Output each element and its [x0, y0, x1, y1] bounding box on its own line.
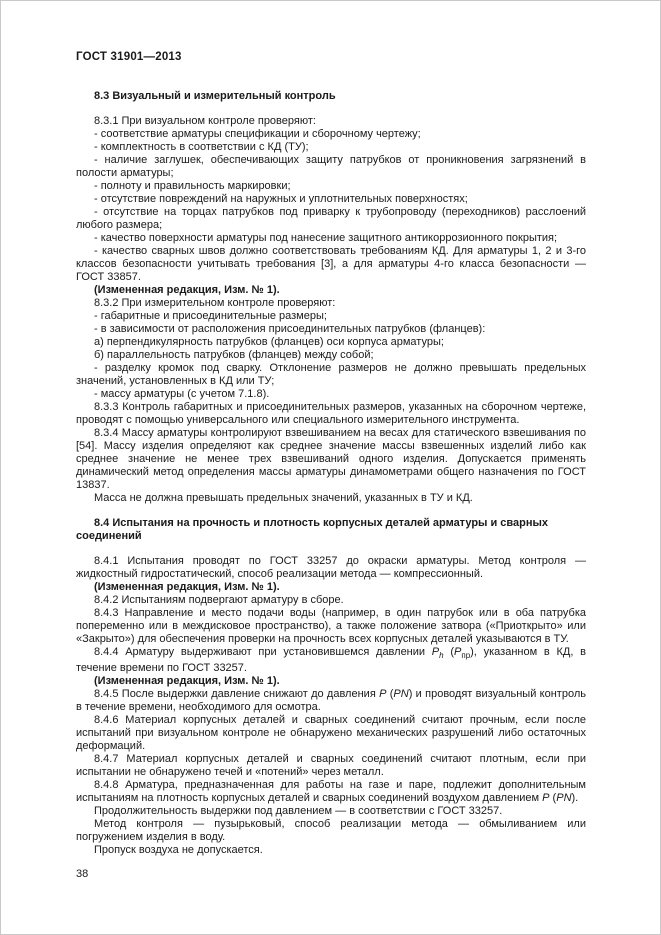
paragraph: - отсутствие на торцах патрубков под приварку к трубопроводу (переходников) расслоений любого размера; — [76, 206, 586, 231]
paragraph: 8.4.5 После выдержки давление снижают до давления P (PN) и проводят визуальный контроль в течение времени, необходимого для осмотра. — [76, 688, 586, 714]
paragraph: - качество сварных швов должно соответствовать требованиям КД. Для арматуры 1, 2 и 3-го классов безопасности учитывать требования [3], а для арматуры 4-го класса безопасности — ГОСТ 33857. — [76, 245, 586, 283]
paragraph: - комплектность в соответствии с КД (ТУ); — [94, 141, 309, 153]
paragraph: - отсутствие повреждений на наружных и уплотнительных поверхностях; — [94, 193, 468, 205]
paragraph: Метод контроля — пузырьковый, способ реализации метода — обмыливанием или погружением изделия в воду. — [76, 818, 586, 844]
paragraph: 8.3.3 Контроль габаритных и присоединительных размеров, указанных на сборочном чертеже, проводят с помощью универсального или специального измерительного инструмента. — [76, 401, 586, 426]
paragraph: - соответствие арматуры спецификации и сборочному чертежу; — [94, 128, 421, 140]
paragraph: 8.3.1 При визуальном контроле проверяют: — [94, 115, 316, 127]
paragraph: 8.4.7 Материал корпусных деталей и сварных соединений считают плотным, если при испытании не обнаружено течей и «потений» через металл. — [76, 753, 586, 779]
paragraph: - качество поверхности арматуры под нанесение защитного антикоррозионного покрытия; — [94, 232, 558, 244]
paragraph: 8.4.4 Арматуру выдерживают при установившемся давлении $P_h$ $(P_{пр})$, указанном в КД, в течение времени по ГОСТ 33257. — [76, 646, 586, 675]
paragraph: (Измененная редакция, Изм. № 1). — [94, 675, 280, 688]
paragraph: - массу арматуры (с учетом 7.1.8). — [94, 388, 270, 400]
paragraph: 8.4.3 Направление и место подачи воды (например, в один патрубок или в оба патрубка попеременно или в междисковое пространство), а также положение затвора («Приоткрыто» или «Закрыто») для обеспечения проверки на прочность всех корпусных деталей указываются в ТУ. — [76, 607, 586, 645]
paragraph: (Измененная редакция, Изм. № 1). — [94, 581, 280, 593]
paragraph: б) параллельность патрубков (фланцев) между собой; — [94, 349, 374, 361]
paragraph: - наличие заглушек, обеспечивающих защиту патрубков от проникновения загрязнений в полости арматуры; — [76, 154, 586, 179]
paragraph: 8.4.6 Материал корпусных деталей и сварных соединений считают прочным, если после испытаний при визуальном контроле не обнаружено механических разрушений либо остаточных деформаций. — [76, 714, 586, 753]
paragraph: - в зависимости от расположения присоединительных патрубков (фланцев): — [94, 323, 486, 335]
paragraph: 8.4.1 Испытания проводят по ГОСТ 33257 до окраски арматуры. Метод контроля — жидкостный гидростатический, способ реализации метода — компрессионный. — [76, 555, 586, 580]
paragraph: а) перпендикулярность патрубков (фланцев) оси корпуса арматуры; — [94, 336, 444, 348]
paragraph: 8.3.4 Массу арматуры контролируют взвешиванием на весах для статического взвешивания по [54]. Массу изделия определяют как среднее значение массы взвешенных изделий либо как среднее значение не менее трех взвешиваний одного изделия. Допускается применять динамический метод определения массы арматуры динамометрами общего назначения по ГОСТ 13837. — [76, 427, 586, 491]
paragraph: - габаритные и присоединительные размеры; — [94, 310, 327, 322]
page-number: 38 — [76, 868, 89, 881]
paragraph: Продолжительность выдержки под давлением — в соответствии с ГОСТ 33257. — [94, 805, 503, 818]
paragraph: Пропуск воздуха не допускается. — [94, 844, 263, 857]
paragraph: (Измененная редакция, Изм. № 1). — [94, 284, 280, 296]
paragraph: - разделку кромок под сварку. Отклонение размеров не должно превышать предельных значений, установленных в КД или ТУ; — [76, 362, 586, 387]
document-header: ГОСТ 31901—2013 — [76, 51, 182, 63]
paragraph: 8.4.8 Арматура, предназначенная для работы на газе и паре, подлежит дополнительным испытаниям на плотность корпусных деталей и сварных соединений воздухом давлением P (PN). — [76, 779, 586, 805]
paragraph: 8.4.2 Испытаниям подвергают арматуру в сборе. — [94, 594, 344, 606]
paragraph: 8.3.2 При измерительном контроле проверяют: — [94, 297, 336, 309]
paragraph: 8.3 Визуальный и измерительный контроль — [94, 90, 336, 102]
paragraph: - полноту и правильность маркировки; — [94, 180, 291, 192]
paragraph: 8.4 Испытания на прочность и плотность корпусных деталей арматуры и сварных соединений — [76, 517, 549, 542]
paragraph: Масса не должна превышать предельных значений, указанных в ТУ и КД. — [94, 492, 473, 504]
document-body — [76, 90, 586, 857]
